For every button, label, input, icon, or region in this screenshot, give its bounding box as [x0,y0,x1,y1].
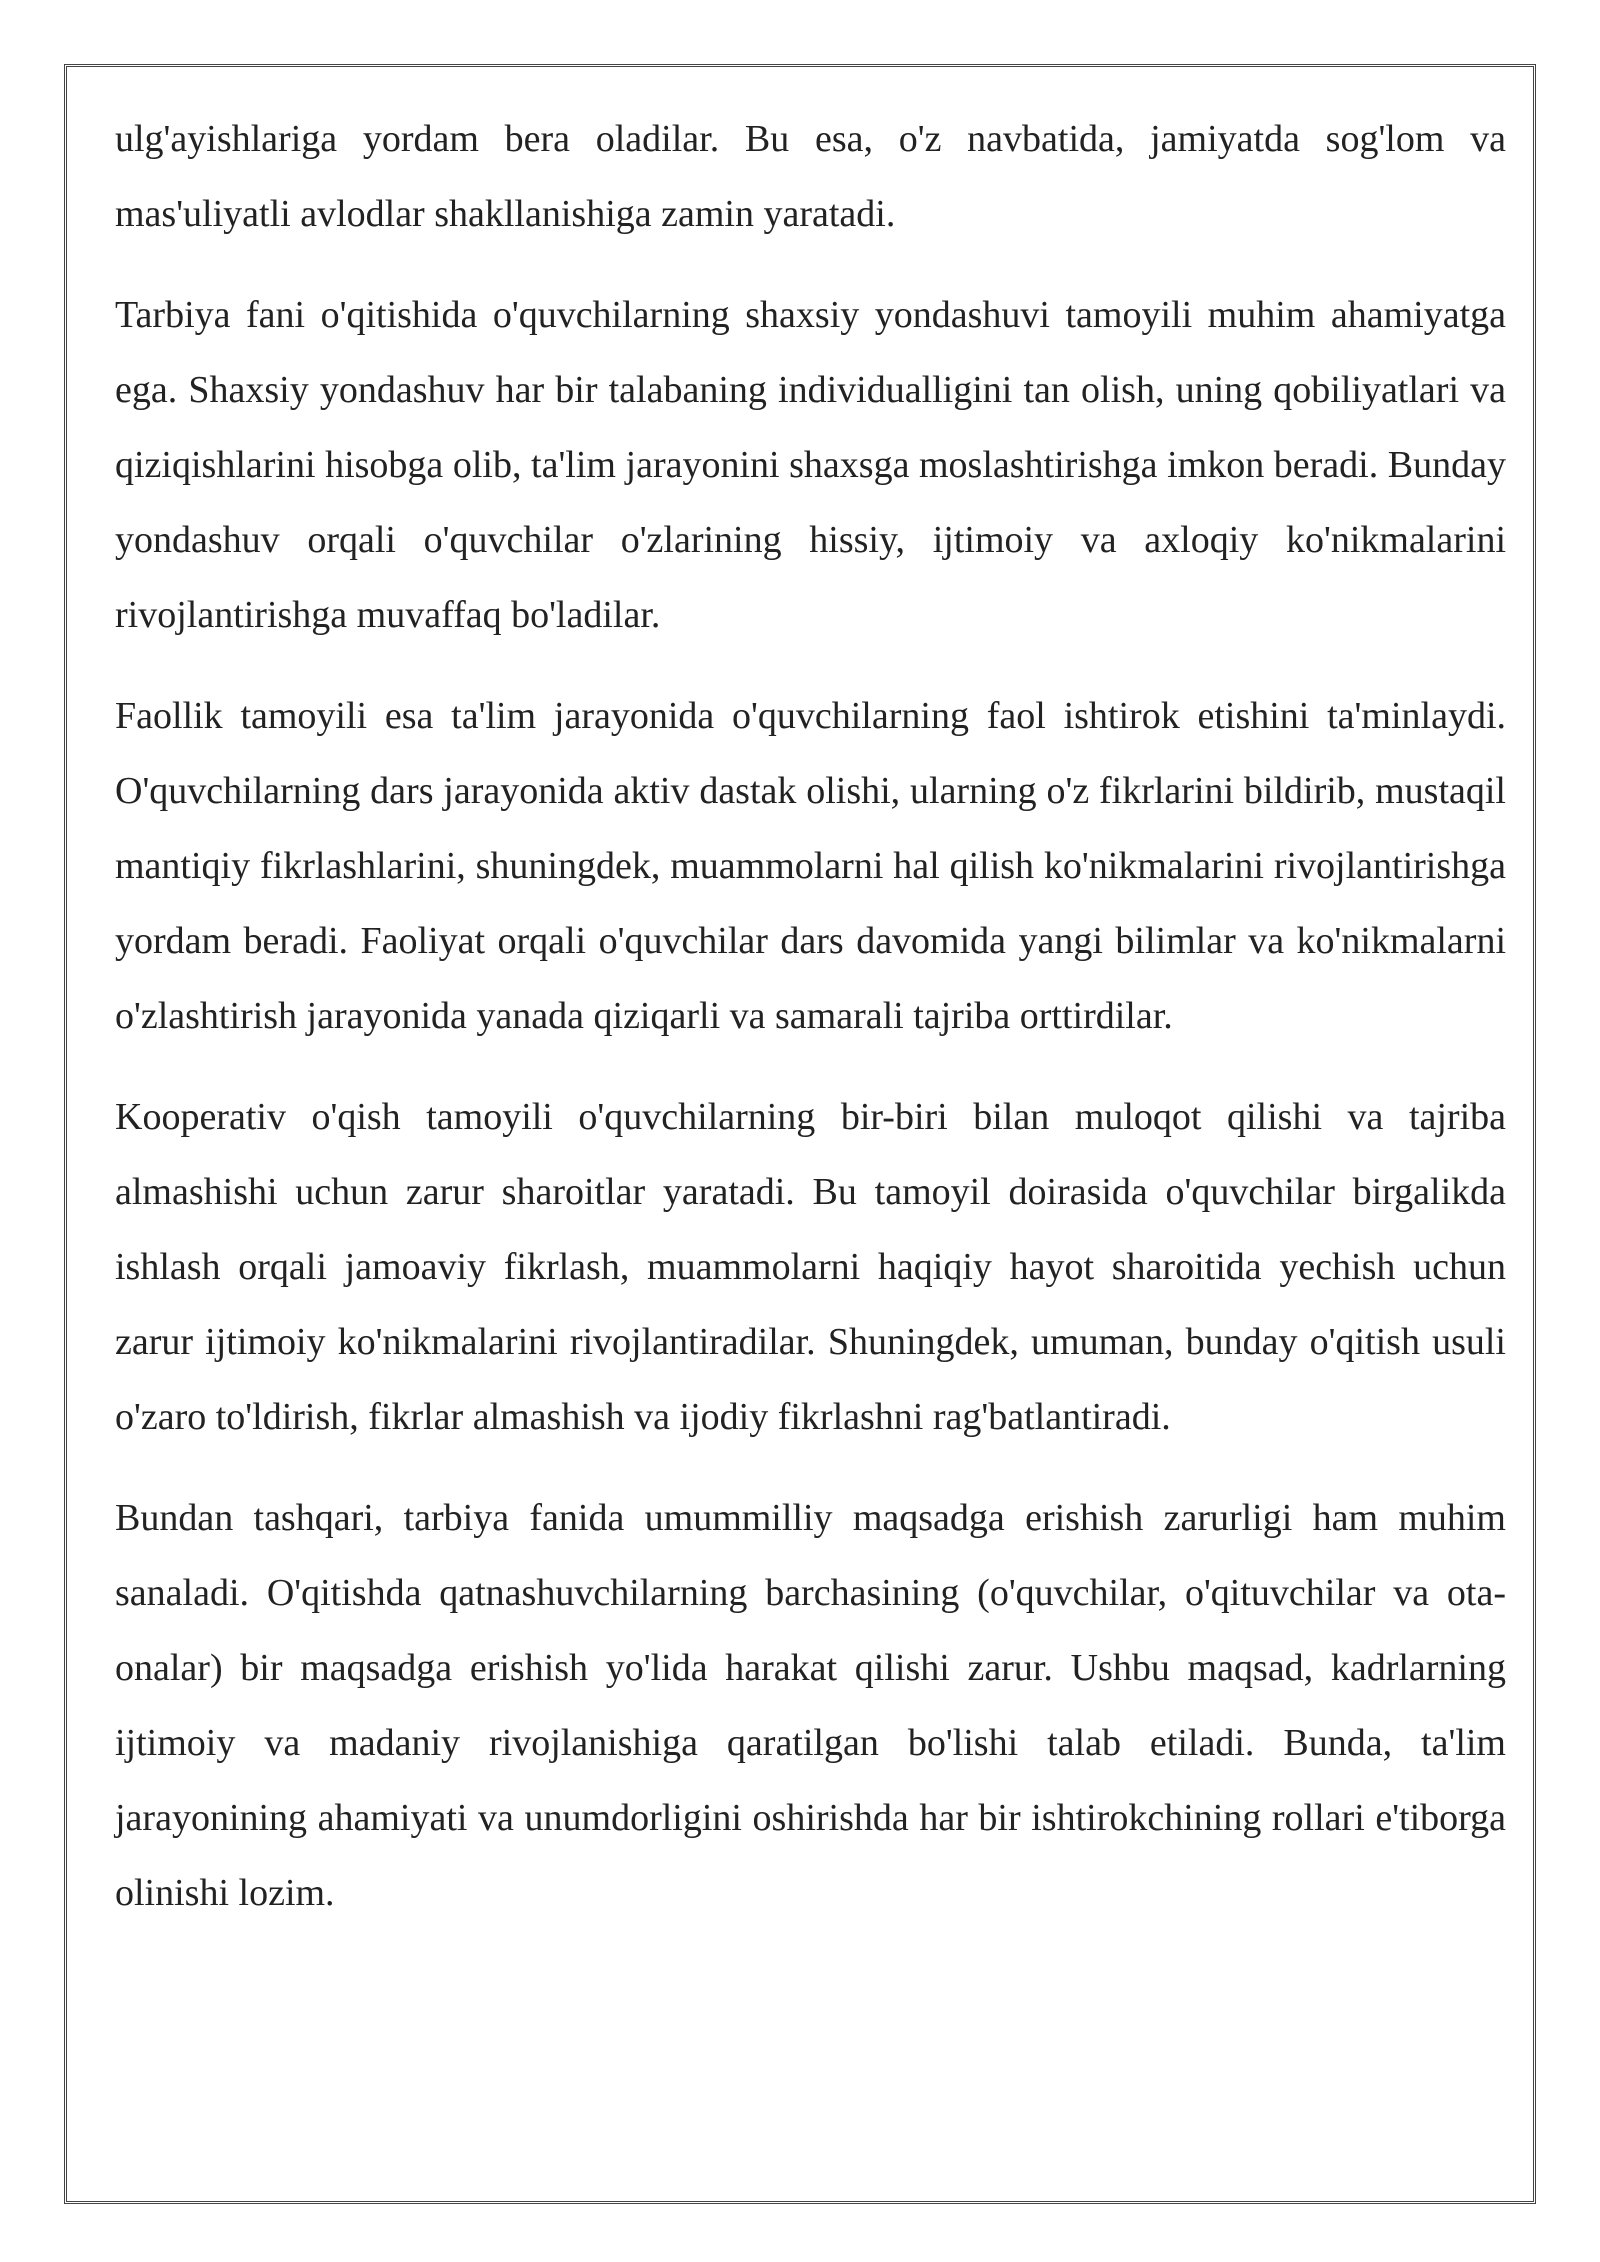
paragraph-2: Tarbiya fani o'qitishida o'quvchilarning shaxsiy yondashuvi tamoyili muhim ahamiyatga ega. Shaxsiy yondashuv har bir talabaning individualligini tan olish, uning qobiliyatlari va qiziqishlarini hisobga olib, ta'lim jarayonini shaxsga moslashtirishga imkon beradi. Bunday yondashuv orqali o'quvchilar o'zlarining hissiy, ijtimoiy va axloqiy ko'nikmalarini rivojlantirishga muvaffaq bo'ladilar. [115,294,1506,636]
paragraph-1: ulg'ayishlariga yordam bera oladilar. Bu esa, o'z navbatida, jamiyatda sog'lom va mas'uliyatli avlodlar shakllanishiga zamin yaratadi. [115,118,1506,235]
document-body [115,102,1506,1957]
paragraph-4: Kooperativ o'qish tamoyili o'quvchilarning bir-biri bilan muloqot qilishi va tajriba almashishi uchun zarur sharoitlar yaratadi. Bu tamoyil doirasida o'quvchilar birgalikda ishlash orqali jamoaviy fikrlash, muammolarni haqiqiy hayot sharoitida yechish uchun zarur ijtimoiy ko'nikmalarini rivojlantiradilar. Shuningdek, umuman, bunday o'qitish usuli o'zaro to'ldirish, fikrlar almashish va ijodiy fikrlashni rag'batlantiradi. [115,1096,1506,1438]
paragraph-5: Bundan tashqari, tarbiya fanida umummilliy maqsadga erishish zarurligi ham muhim sanaladi. O'qitishda qatnashuvchilarning barchasining (o'quvchilar, o'qituvchilar va ota-onalar) bir maqsadga erishish yo'lida harakat qilishi zarur. Ushbu maqsad, kadrlarning ijtimoiy va madaniy rivojlanishiga qaratilgan bo'lishi talab etiladi. Bunda, ta'lim jarayonining ahamiyati va unumdorligini oshirishda har bir ishtirokchining rollari e'tiborga olinishi lozim. [115,1497,1506,1914]
paragraph-3: Faollik tamoyili esa ta'lim jarayonida o'quvchilarning faol ishtirok etishini ta'minlaydi. O'quvchilarning dars jarayonida aktiv dastak olishi, ularning o'z fikrlarini bildirib, mustaqil mantiqiy fikrlashlarini, shuningdek, muammolarni hal qilish ko'nikmalarini rivojlantirishga yordam beradi. Faoliyat orqali o'quvchilar dars davomida yangi bilimlar va ko'nikmalarni o'zlashtirish jarayonida yanada qiziqarli va samarali tajriba orttirdilar. [115,695,1506,1037]
